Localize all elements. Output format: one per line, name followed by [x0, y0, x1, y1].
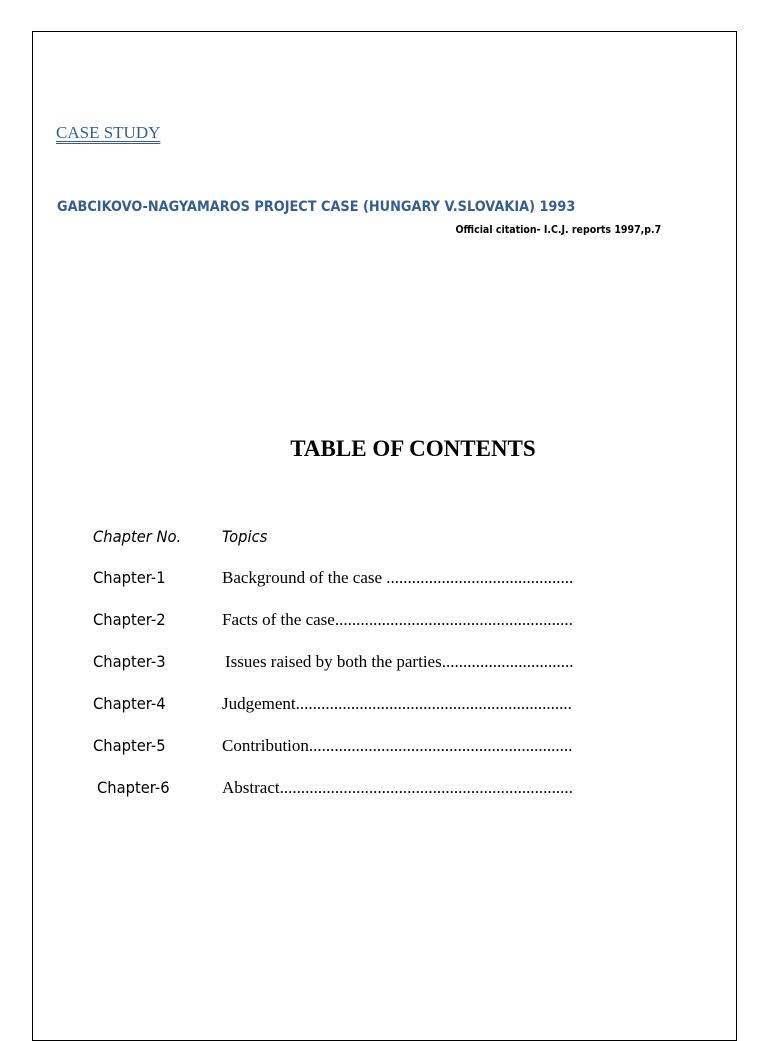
- official-citation: Official citation- I.C.J. reports 1997,p.7: [455, 223, 661, 236]
- toc-chapter-number: Chapter-1: [93, 568, 166, 587]
- toc-entry: [0, 778, 768, 808]
- case-title: GABCIKOVO-NAGYAMAROS PROJECT CASE (HUNGARY V.SLOVAKIA) 1993: [57, 199, 576, 215]
- toc-entry: [0, 568, 768, 598]
- toc-topic: Contribution..............................................................: [222, 736, 573, 755]
- toc-topic: Abstract.....................................................................: [222, 778, 573, 797]
- toc-entry: [0, 652, 768, 682]
- column-header-chapter: Chapter No.: [93, 527, 182, 546]
- case-study-label: CASE STUDY: [56, 123, 161, 142]
- toc-heading: TABLE OF CONTENTS: [290, 436, 536, 461]
- toc-chapter-number: Chapter-2: [93, 610, 166, 629]
- toc-entry: [0, 694, 768, 724]
- toc-chapter-number: Chapter-3: [93, 652, 166, 671]
- toc-topic: Background of the case ............................................: [222, 568, 574, 587]
- toc-chapter-number: Chapter-4: [93, 694, 166, 713]
- toc-topic: Issues raised by both the parties...............................: [225, 652, 574, 671]
- column-header-topics: Topics: [222, 527, 268, 546]
- toc-entry: [0, 610, 768, 640]
- toc-topic: Facts of the case........................................................: [222, 610, 573, 629]
- toc-topic: Judgement.................................................................: [222, 694, 572, 713]
- toc-chapter-number: Chapter-6: [97, 778, 170, 797]
- toc-chapter-number: Chapter-5: [93, 736, 166, 755]
- toc-entry: [0, 736, 768, 766]
